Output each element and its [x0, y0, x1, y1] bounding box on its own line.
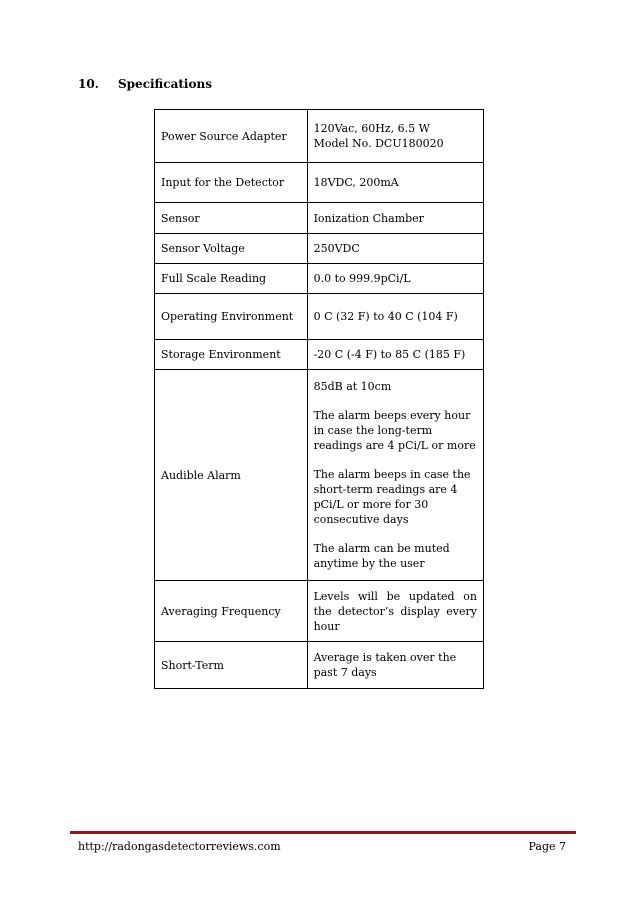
spec-row-storage-env [155, 340, 484, 370]
spec-row-full-scale [155, 264, 484, 294]
spec-row-audible-alarm [155, 370, 484, 581]
spec-value: 18VDC, 200mA [307, 163, 483, 203]
spec-label: Sensor Voltage [155, 234, 308, 264]
spec-row-power-source [155, 110, 484, 163]
spec-label: Storage Environment [155, 340, 308, 370]
alarm-paragraph: The alarm can be muted anytime by the user [313, 542, 450, 570]
spec-value: -20 C (-4 F) to 85 C (185 F) [307, 340, 483, 370]
spec-value: Ionization Chamber [307, 203, 483, 234]
spec-value-line: 120Vac, 60Hz, 6.5 W [313, 122, 430, 135]
spec-value: 0 C (32 F) to 40 C (104 F) [307, 294, 483, 340]
spec-value: 250VDC [307, 234, 483, 264]
spec-value: Levels will be updated on the detector’s display every hour [307, 581, 483, 642]
spec-label: Sensor [155, 203, 308, 234]
spec-row-short-term [155, 642, 484, 689]
spec-row-sensor [155, 203, 484, 234]
spec-label: Full Scale Reading [155, 264, 308, 294]
spec-row-operating-env [155, 294, 484, 340]
spec-label: Averaging Frequency [155, 581, 308, 642]
alarm-paragraph: The alarm beeps every hour in case the long-term readings are 4 pCi/L or more [313, 409, 476, 452]
page-footer [78, 840, 566, 853]
spec-value: Average is taken over the past 7 days [307, 642, 483, 689]
spec-label: Short-Term [155, 642, 308, 689]
spec-label: Input for the Detector [155, 163, 308, 203]
section-number: 10. [78, 77, 99, 91]
section-title: Specifications [118, 77, 212, 91]
spec-row-averaging-frequency [155, 581, 484, 642]
spec-value [307, 110, 483, 163]
spec-value [307, 370, 483, 581]
footer-divider [70, 831, 576, 834]
spec-label: Power Source Adapter [155, 110, 308, 163]
spec-row-input [155, 163, 484, 203]
spec-value: 0.0 to 999.9pCi/L [307, 264, 483, 294]
alarm-paragraph: The alarm beeps in case the short-term readings are 4 pCi/L or more for 30 consecutive days [313, 468, 471, 526]
spec-value-line: Model No. DCU180020 [313, 137, 444, 150]
footer-url: http://radongasdetectorreviews.com [78, 840, 281, 853]
page-number: Page 7 [528, 840, 566, 853]
specifications-table [154, 109, 484, 689]
alarm-paragraph: 85dB at 10cm [313, 380, 392, 393]
section-heading [78, 77, 212, 91]
spec-label: Audible Alarm [155, 370, 308, 581]
spec-label: Operating Environment [155, 294, 308, 340]
spec-row-sensor-voltage [155, 234, 484, 264]
